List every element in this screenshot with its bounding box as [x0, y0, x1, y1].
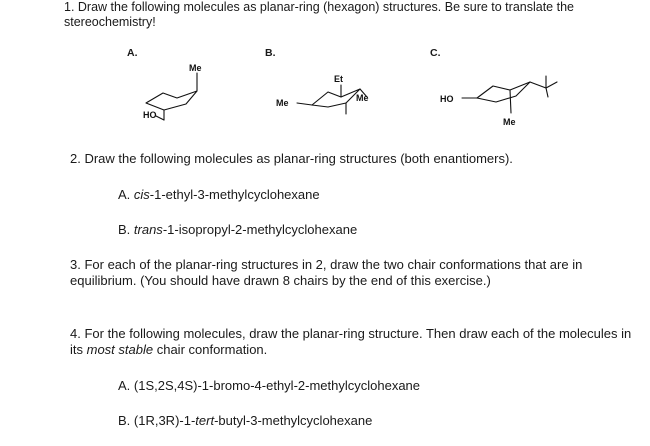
chair-molecule-c [462, 76, 557, 113]
molecule-label-c: C. [430, 47, 441, 59]
question-4-text: 4. For the following molecules, draw the planar-ring structure. Then draw each of the molecules in its most stable chair conformation. [70, 326, 632, 357]
atom-label-me: Me [356, 93, 369, 103]
question-4-item-a: A. (1S,2S,4S)-1-bromo-4-ethyl-2-methylcyclohexane [118, 378, 421, 393]
question-2-item-b: B. trans-1-isopropyl-2-methylcyclohexane [118, 222, 358, 237]
atom-label-ho: HO [440, 94, 454, 104]
atom-label-ho: HO [143, 110, 157, 120]
question-4-item-b: B. (1R,3R)-1-tert-butyl-3-methylcyclohexane [118, 413, 373, 428]
atom-label-me: Me [276, 98, 289, 108]
question-2-item-a: A. cis-1-ethyl-3-methylcyclohexane [118, 187, 320, 202]
question-2-text: 2. Draw the following molecules as planar-ring structures (both enantiomers). [70, 151, 513, 166]
question-1-text: 1. Draw the following molecules as planar-ring (hexagon) structures. Be sure to translate the stereochemistry! [64, 0, 574, 29]
molecule-label-b: B. [265, 47, 276, 59]
atom-label-et: Et [334, 74, 343, 84]
molecule-label-a: A. [127, 47, 138, 59]
atom-label-me: Me [503, 117, 516, 127]
question-3-text: 3. For each of the planar-ring structures in 2, draw the two chair conformations that are in equilibrium. (You should have drawn 8 chairs by the end of this exercise.) [70, 257, 583, 288]
atom-label-me: Me [189, 63, 202, 73]
